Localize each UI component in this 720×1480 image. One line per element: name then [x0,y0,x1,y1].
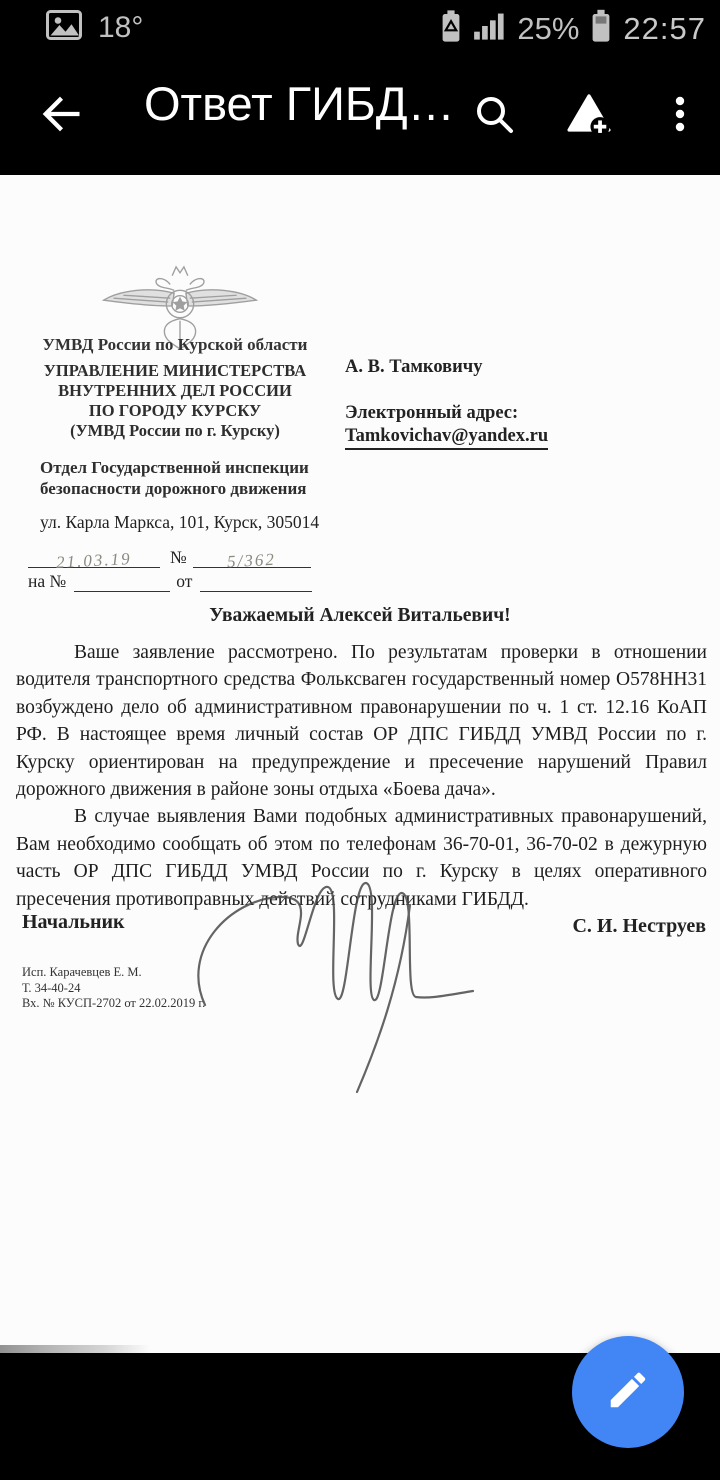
overflow-menu-icon[interactable] [656,90,704,138]
handwritten-signature [178,873,478,1098]
reference-block [28,547,328,592]
battery-icon [589,8,613,49]
battery-saver-icon [439,8,463,49]
temperature-text: 18° [98,10,144,44]
handwritten-date: 21.03.19 [55,549,133,572]
outgoing-date-blank [28,548,160,572]
photo-icon [46,10,82,45]
outgoing-number-blank [193,548,311,572]
recipient-name: А. В. Тамковичу [345,357,483,377]
document-title: Ответ ГИБД… [144,77,455,130]
letter-body [16,639,707,913]
number-sign: № [170,547,187,567]
edit-fab-button[interactable] [572,1336,684,1448]
app-bar [0,52,720,175]
signer-name: С. И. Неструев [572,915,706,937]
org-name-line: ВНУТРЕННИХ ДЕЛ РОССИИ [58,381,292,400]
org-name-line: УПРАВЛЕНИЕ МИНИСТЕРСТВА [43,361,307,380]
incoming-date-blank [200,572,312,592]
org-name-line: (УМВД России по г. Курску) [70,421,280,440]
department-line: безопасности дорожного движения [40,479,307,498]
executor-line: Вх. № КУСП-2702 от 22.02.2019 г. [22,996,206,1010]
incoming-number-blank [74,572,170,592]
signer-position: Начальник [22,911,125,933]
handwritten-number: 5/362 [226,549,277,572]
executor-line: Исп. Карачевцев Е. М. [22,965,142,979]
department-block [40,457,360,499]
department-line: Отдел Государственной инспекции [40,458,309,477]
executor-line: Т. 34-40-24 [22,980,81,995]
back-arrow-icon[interactable] [34,88,86,140]
body-paragraph-1: Ваше заявление рассмотрено. По результатам проверки в отношении водителя транспортного средства Фольксваген государственный номер О578НН31 возбуждено дело об административном правонарушении по ч. 1 ст. 12.16 КоАП РФ. В настоящее время личный состав ОР ДПС ГИБДД УМВД России по г. Курску ориентирован на предупреждение и пресечение нарушений Правил дорожного движения в районе зоны отдыха «Боева дача». [16,642,707,801]
org-region-line: УМВД России по Курской области [42,335,308,354]
document-page[interactable] [0,175,720,1353]
postal-address: ул. Карла Маркса, 101, Курск, 305014 [40,512,320,532]
clock-text: 22:57 [623,10,706,46]
search-icon[interactable] [470,90,518,138]
salutation: Уважаемый Алексей Витальевич! [209,605,511,626]
org-name-line: ПО ГОРОДУ КУРСКУ [88,401,262,420]
body-paragraph-2: В случае выявления Вами подобных административных правонарушений, Вам необходимо сообщать об этом по телефонам 36-70-01, 36-70-02 в дежурную часть ОР ДПС ГИБДД УМВД России по г. Курску в целях оперативного пресечения противоправных действий сотрудниками ГИБДД. [16,806,707,910]
signal-bars-icon [473,11,507,46]
na-no-label: на № [28,571,67,591]
drive-add-icon[interactable] [564,90,612,138]
pencil-edit-icon [605,1367,651,1418]
recipient-email: Tamkovichav@yandex.ru [345,426,548,450]
ot-label: от [176,571,193,591]
org-name-block [10,361,340,441]
battery-percent-text: 25% [517,10,580,46]
scan-artifact [0,1345,150,1353]
email-label: Электронный адрес: [345,403,519,423]
status-bar [0,0,720,52]
